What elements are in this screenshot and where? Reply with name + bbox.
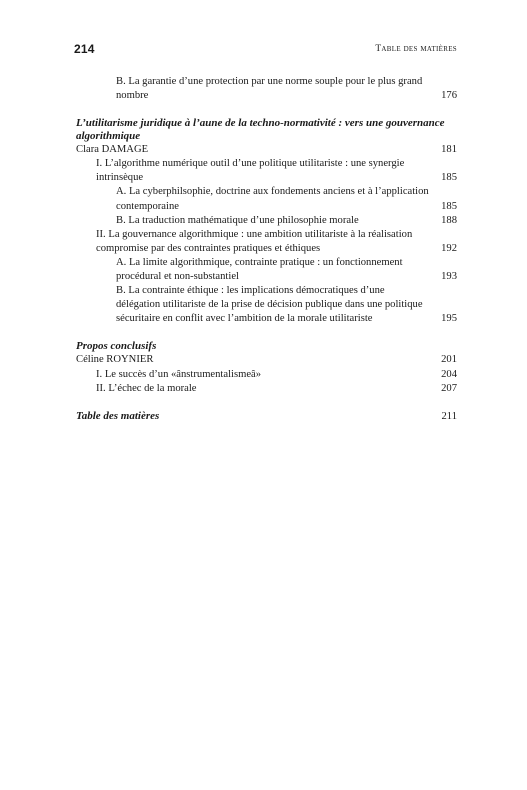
toc-table-des-matieres bbox=[76, 410, 457, 423]
toc-entry-text: B. La garantie d’une protection par une norme souple pour le plus grand nombre bbox=[116, 76, 423, 102]
toc-entry-text: II. La gouvernance algorithmique : une ambition utilitariste à la réalisation compromise par des contraintes pratiques et éthiques bbox=[96, 228, 413, 254]
toc-subsection-ia bbox=[76, 185, 457, 213]
page-number: 214 bbox=[74, 42, 95, 56]
toc-entry-page: 192 bbox=[441, 242, 457, 254]
toc-entry-page: 195 bbox=[441, 313, 457, 325]
part-title-propos-conclusifs: Propos conclusifs bbox=[76, 340, 157, 353]
toc-section-i-succes bbox=[76, 368, 457, 382]
toc-entry-page: 211 bbox=[441, 410, 457, 422]
toc-entry-text: I. L’algorithme numérique outil d’une politique utilitariste : une synergie intrinsèque bbox=[96, 158, 405, 184]
toc-entry-page: 176 bbox=[441, 90, 457, 102]
running-head: Table des matières bbox=[375, 44, 457, 54]
toc-entry-page: 201 bbox=[441, 354, 457, 366]
toc-entry-page: 188 bbox=[441, 214, 457, 226]
toc-entry-garantie bbox=[76, 75, 457, 103]
toc-entry-text: A. La limite algorithmique, contrainte pratique : un fonctionnement procédural et non-substantiel bbox=[116, 256, 403, 283]
toc-section-ii-echec bbox=[76, 382, 457, 396]
part-title-utilitarisme: L’utilitarisme juridique à l’aune de la techno-normativité : vers une gouvernance algorithmique bbox=[76, 117, 445, 143]
toc-author-damage bbox=[76, 143, 457, 157]
toc-entry-page: 193 bbox=[441, 271, 457, 283]
toc-section-ii bbox=[76, 228, 457, 256]
toc-entry-text: II. L’échec de la morale bbox=[96, 382, 197, 394]
toc-entry-text: B. La contrainte éthique : les implications démocratiques d’une délégation utilitariste de la prise de décision publique dans une politique sécuritaire en conflit avec l’ambition de la morale utilitariste bbox=[116, 285, 423, 325]
toc-entry-text: I. Le succès d’un «ânstrumentalismeâ» bbox=[96, 368, 262, 380]
table-of-contents bbox=[76, 75, 457, 423]
toc-entry-page: 185 bbox=[441, 172, 457, 184]
toc-subsection-iia bbox=[76, 256, 457, 284]
part-title-table-des-matieres: Table des matières bbox=[76, 409, 160, 422]
toc-entry-page: 181 bbox=[441, 144, 457, 156]
toc-subsection-ib bbox=[76, 214, 457, 228]
toc-entry-page: 185 bbox=[441, 200, 457, 212]
author-name: Clara DAMAGE bbox=[76, 144, 149, 156]
author-name: Céline ROYNIER bbox=[76, 354, 154, 366]
toc-subsection-iib bbox=[76, 284, 457, 326]
toc-entry-text: A. La cyberphilsophie, doctrine aux fondements anciens et à l’application contemporaine bbox=[116, 186, 429, 212]
toc-entry-page: 204 bbox=[441, 368, 457, 380]
toc-author-roynier bbox=[76, 353, 457, 367]
toc-entry-page: 207 bbox=[441, 382, 457, 394]
toc-entry-text: B. La traduction mathématique d’une philosophie morale bbox=[116, 214, 359, 226]
toc-section-i bbox=[76, 157, 457, 185]
